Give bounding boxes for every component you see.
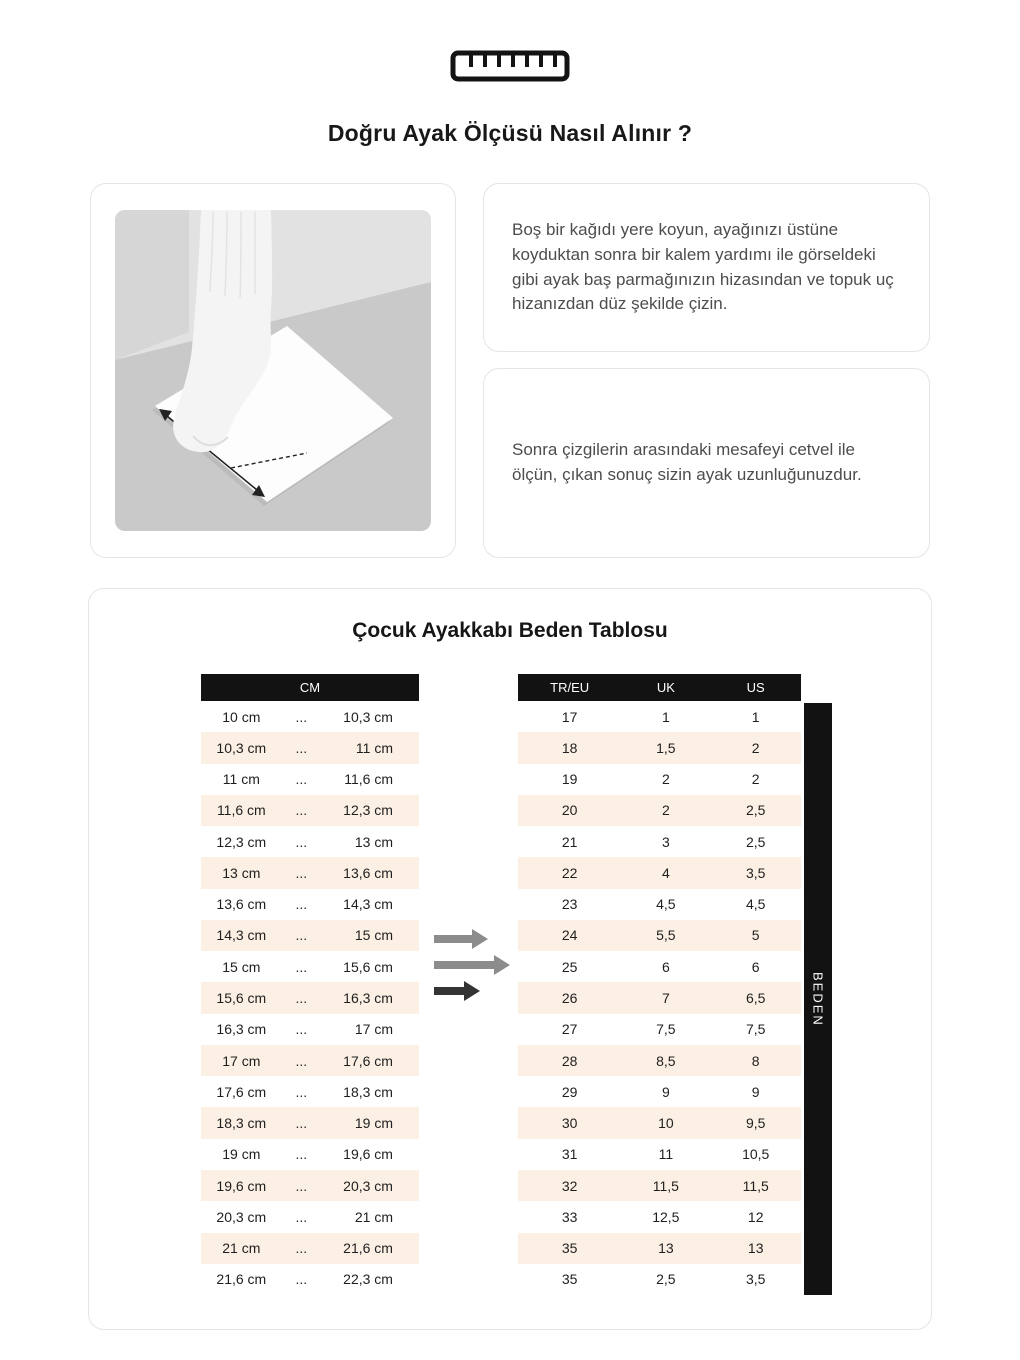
uk-cell: 10 (658, 1115, 674, 1132)
size-row (518, 920, 801, 951)
cm-min-cell: 16,3 cm (216, 1021, 267, 1038)
col-header-tr-eu: TR/EU (550, 680, 590, 695)
cm-min-cell: 17 cm (222, 1052, 261, 1069)
range-dots: ... (295, 1052, 308, 1069)
uk-cell: 4,5 (656, 896, 676, 913)
us-cell: 3,5 (745, 1271, 766, 1288)
us-cell: 2 (751, 739, 760, 756)
size-row (518, 982, 801, 1013)
tr-eu-cell: 31 (561, 1146, 578, 1163)
uk-cell: 7 (661, 990, 670, 1007)
size-row (518, 1107, 801, 1138)
size-row (518, 1045, 801, 1076)
uk-cell: 4 (661, 864, 670, 881)
tr-eu-cell: 30 (561, 1115, 578, 1132)
size-row (518, 1014, 801, 1045)
cm-min-cell: 15,6 cm (216, 990, 267, 1007)
cm-range-row (201, 732, 419, 763)
us-cell: 6 (751, 958, 760, 975)
range-dots: ... (295, 1240, 308, 1257)
cm-table (201, 674, 419, 1295)
us-cell: 12 (747, 1208, 764, 1225)
cm-max-cell: 18,3 cm (343, 1083, 393, 1100)
cm-min-cell: 21 cm (222, 1240, 261, 1257)
cm-range-row (201, 889, 419, 920)
tr-eu-cell: 35 (561, 1240, 578, 1257)
size-table-card (88, 588, 932, 1330)
size-row (518, 795, 801, 826)
uk-cell: 6 (661, 958, 670, 975)
cm-max-cell: 20,3 cm (343, 1177, 393, 1194)
size-row (518, 1201, 801, 1232)
us-cell: 2,5 (745, 833, 766, 850)
uk-cell: 11,5 (652, 1177, 679, 1194)
col-header-uk: UK (656, 680, 675, 695)
cm-max-cell: 11 cm (355, 739, 393, 756)
cm-range-row (201, 1076, 419, 1107)
cm-range-row (201, 857, 419, 888)
tr-eu-cell: 25 (561, 958, 578, 975)
size-row (518, 857, 801, 888)
range-dots: ... (295, 833, 308, 850)
instruction-step-2-text: Sonra çizgilerin arasındaki mesafeyi cetvel ile ölçün, çıkan sonuç sizin ayak uzunluğunuzdur. (512, 440, 862, 484)
cm-min-cell: 19 cm (222, 1146, 261, 1163)
cm-min-cell: 15 cm (222, 958, 261, 975)
uk-cell: 5,5 (656, 927, 676, 944)
us-cell: 13 (747, 1240, 764, 1257)
cm-range-row (201, 1045, 419, 1076)
cm-max-cell: 22,3 cm (343, 1271, 393, 1288)
cm-min-cell: 14,3 cm (216, 927, 267, 944)
uk-cell: 2 (661, 802, 670, 819)
cm-range-row (201, 764, 419, 795)
range-dots: ... (295, 708, 308, 725)
range-dots: ... (295, 1177, 308, 1194)
tr-eu-cell: 35 (561, 1271, 578, 1288)
cm-max-cell: 12,3 cm (343, 802, 393, 819)
uk-cell: 11 (658, 1146, 674, 1163)
cm-table-body (201, 701, 419, 1295)
tr-eu-cell: 27 (561, 1021, 578, 1038)
cm-range-row (201, 1201, 419, 1232)
cm-max-cell: 10,3 cm (343, 708, 393, 725)
cm-range-row (201, 795, 419, 826)
cm-max-cell: 19,6 cm (343, 1146, 393, 1163)
range-dots: ... (295, 739, 308, 756)
uk-cell: 8,5 (656, 1052, 676, 1069)
page-title: Doğru Ayak Ölçüsü Nasıl Alınır ? (327, 120, 693, 146)
cm-range-row (201, 701, 419, 732)
cm-range-row (201, 1170, 419, 1201)
cm-range-row (201, 951, 419, 982)
range-dots: ... (295, 802, 308, 819)
range-dots: ... (295, 1083, 308, 1100)
tr-eu-cell: 17 (561, 708, 578, 725)
international-size-table-header (518, 674, 801, 701)
us-cell: 2,5 (745, 802, 766, 819)
cm-min-cell: 13 cm (222, 864, 261, 881)
cm-max-cell: 19 cm (354, 1115, 393, 1132)
uk-cell: 3 (661, 833, 670, 850)
range-dots: ... (295, 1115, 308, 1132)
size-row (518, 701, 801, 732)
cm-table-header: CM (201, 674, 419, 701)
size-row (518, 1170, 801, 1201)
cm-min-cell: 10 cm (222, 708, 261, 725)
cm-range-row (201, 1107, 419, 1138)
us-cell: 10,5 (742, 1146, 770, 1163)
foot-on-paper-photo (115, 210, 431, 531)
cm-max-cell: 15,6 cm (343, 958, 393, 975)
uk-cell: 2 (661, 771, 670, 788)
size-row (518, 1264, 801, 1295)
tr-eu-cell: 33 (561, 1208, 578, 1225)
tr-eu-cell: 26 (561, 990, 578, 1007)
range-dots: ... (295, 896, 308, 913)
us-cell: 8 (751, 1052, 760, 1069)
range-dots: ... (295, 990, 308, 1007)
cm-min-cell: 18,3 cm (216, 1115, 267, 1132)
us-cell: 5 (751, 927, 760, 944)
tr-eu-cell: 21 (561, 833, 578, 850)
cm-range-row (201, 982, 419, 1013)
cm-range-row (201, 826, 419, 857)
us-cell: 6,5 (745, 990, 766, 1007)
cm-min-cell: 20,3 cm (216, 1208, 267, 1225)
tr-eu-cell: 19 (561, 771, 578, 788)
us-cell: 9,5 (745, 1115, 766, 1132)
cm-range-row (201, 1014, 419, 1045)
cm-max-cell: 14,3 cm (343, 896, 393, 913)
size-row (518, 1233, 801, 1264)
cm-range-row (201, 1139, 419, 1170)
uk-cell: 2,5 (656, 1271, 676, 1288)
cm-min-cell: 19,6 cm (216, 1177, 267, 1194)
tr-eu-cell: 20 (561, 802, 578, 819)
cm-max-cell: 21,6 cm (343, 1240, 393, 1257)
size-row (518, 826, 801, 857)
range-dots: ... (295, 1271, 308, 1288)
col-header-us: US (746, 680, 765, 695)
us-cell: 7,5 (745, 1021, 766, 1038)
range-dots: ... (295, 1021, 308, 1038)
size-row (518, 764, 801, 795)
cm-max-cell: 17 cm (354, 1021, 393, 1038)
cm-max-cell: 21 cm (354, 1208, 393, 1225)
instruction-step-1-card (483, 183, 930, 352)
tr-eu-cell: 22 (561, 864, 578, 881)
uk-cell: 9 (661, 1083, 670, 1100)
us-cell: 3,5 (745, 864, 766, 881)
range-dots: ... (295, 927, 308, 944)
cm-min-cell: 11,6 cm (216, 802, 266, 819)
beden-axis-label: BEDEN (804, 703, 832, 1295)
size-row (518, 889, 801, 920)
cm-min-cell: 21,6 cm (216, 1271, 267, 1288)
cm-max-cell: 13 cm (354, 833, 393, 850)
uk-cell: 1,5 (656, 739, 676, 756)
size-row (518, 951, 801, 982)
cm-range-row (201, 1233, 419, 1264)
tr-eu-cell: 23 (561, 896, 578, 913)
tr-eu-cell: 28 (561, 1052, 578, 1069)
us-cell: 11,5 (742, 1177, 769, 1194)
intl-table-body (518, 701, 801, 1295)
cm-max-cell: 15 cm (354, 927, 393, 944)
ruler-icon (0, 50, 1020, 82)
tr-eu-cell: 24 (561, 927, 578, 944)
range-dots: ... (295, 864, 308, 881)
cm-max-cell: 11,6 cm (344, 771, 393, 788)
size-row (518, 1076, 801, 1107)
cm-max-cell: 13,6 cm (343, 864, 393, 881)
range-dots: ... (295, 1146, 308, 1163)
conversion-arrows-icon (434, 929, 518, 1008)
tr-eu-cell: 29 (561, 1083, 578, 1100)
us-cell: 4,5 (745, 896, 766, 913)
cm-min-cell: 11 cm (222, 771, 260, 788)
tr-eu-cell: 18 (561, 739, 578, 756)
us-cell: 2 (751, 771, 760, 788)
size-row (518, 1139, 801, 1170)
us-cell: 9 (751, 1083, 760, 1100)
cm-max-cell: 16,3 cm (343, 990, 393, 1007)
size-table-title: Çocuk Ayakkabı Beden Tablosu (352, 619, 668, 642)
range-dots: ... (295, 771, 308, 788)
cm-range-row (201, 1264, 419, 1295)
uk-cell: 7,5 (656, 1021, 676, 1038)
cm-min-cell: 17,6 cm (216, 1083, 267, 1100)
cm-min-cell: 10,3 cm (216, 739, 267, 756)
range-dots: ... (295, 1208, 308, 1225)
uk-cell: 1 (661, 708, 670, 725)
cm-min-cell: 13,6 cm (216, 896, 267, 913)
uk-cell: 13 (658, 1240, 674, 1257)
foot-measure-photo-card (90, 183, 456, 558)
range-dots: ... (295, 958, 308, 975)
instruction-step-1-text: Boş bir kağıdı yere koyun, ayağınızı üstüne koyduktan sonra bir kalem yardımı ile görseldeki gibi ayak baş parmağınızın hizasından ve topuk uç hizanızdan düz şekilde çizin. (512, 220, 894, 314)
tr-eu-cell: 32 (561, 1177, 578, 1194)
cm-range-row (201, 920, 419, 951)
international-size-table (518, 674, 801, 1295)
cm-max-cell: 17,6 cm (343, 1052, 393, 1069)
uk-cell: 12,5 (652, 1208, 680, 1225)
cm-min-cell: 12,3 cm (216, 833, 267, 850)
instruction-step-2-card (483, 368, 930, 558)
us-cell: 1 (751, 708, 760, 725)
size-row (518, 732, 801, 763)
